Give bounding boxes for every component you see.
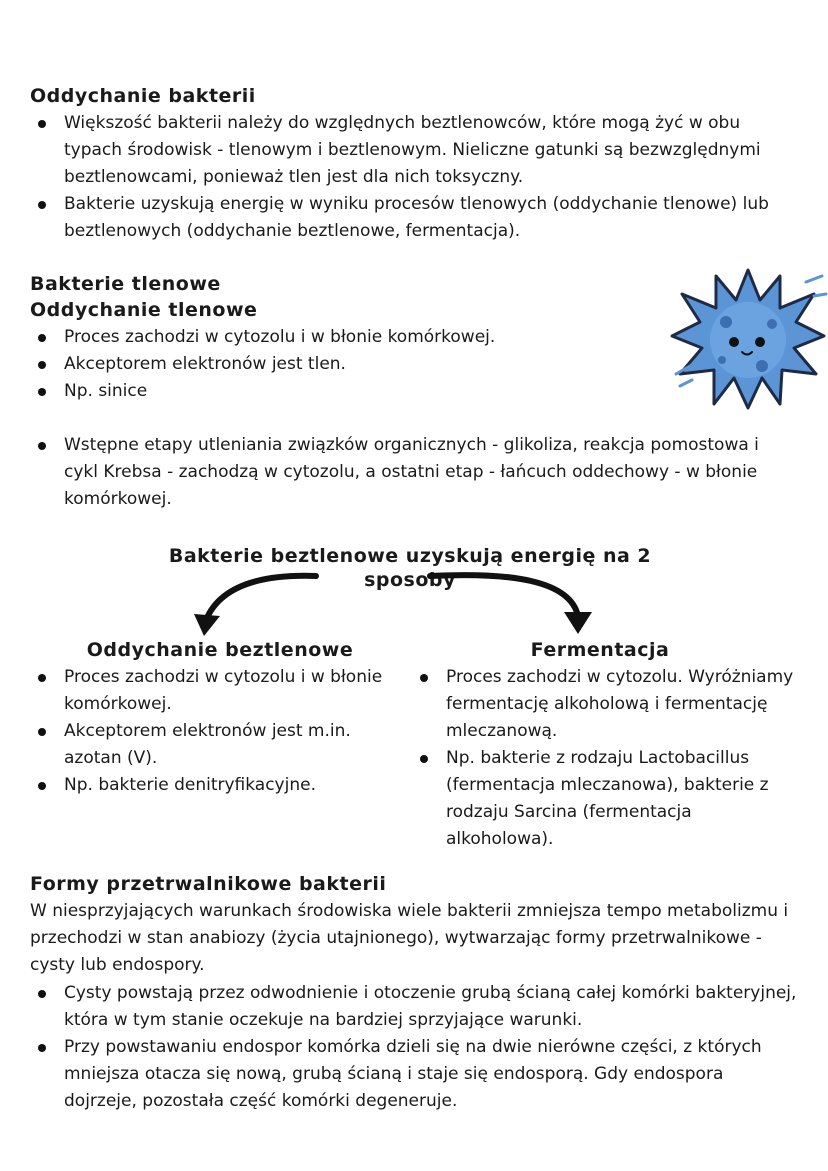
arrow-right-head [564, 612, 592, 634]
list-item: Proces zachodzi w cytozolu i w błonie komórkowej. [30, 664, 400, 718]
section-title-spore-forms: Formy przetrwalnikowe bakterii [30, 873, 387, 895]
bacterium-eye-left [729, 337, 739, 347]
bacterium-spot [756, 360, 768, 372]
list-item: Akceptorem elektronów jest m.in. azotan (V). [30, 718, 400, 772]
arrow-left-head [194, 614, 220, 636]
motion-line [806, 276, 822, 282]
arrow-right [430, 575, 578, 616]
list-item: Większość bakterii należy do względnych beztlenowców, które mogą żyć w obu typach środowisk - tlenowym i beztlenowym. Nieliczne gatunki są bezwzględnymi beztlenowcami, ponieważ tlen jest dla nich toksyczny. [30, 110, 800, 191]
bacterium-icon [668, 262, 828, 412]
section-subtitle-aerobic-respiration: Oddychanie tlenowe [30, 299, 258, 321]
bacterium-core [710, 302, 786, 378]
motion-line [814, 294, 826, 296]
anaerobic-heading: Bakterie beztlenowe uzyskują energię na 2 sposoby [168, 545, 652, 591]
bacterium-spot [767, 319, 777, 329]
branch-arrows [180, 566, 620, 642]
bacterium-eye-right [755, 337, 765, 347]
section-title-respiration: Oddychanie bakterii [30, 85, 256, 107]
section-title-aerobic: Bakterie tlenowe [30, 273, 221, 295]
anaerobic-respiration-list [30, 664, 400, 799]
anaerobic-respiration-title: Oddychanie beztlenowe [86, 639, 354, 661]
arrow-left [206, 576, 316, 620]
fermentation-list [412, 664, 802, 853]
section2-bullet-list [30, 324, 650, 405]
list-item: Cysty powstają przez odwodnienie i otoczenie grubą ścianą całej komórki bakteryjnej, która w tym stanie oczekuje na bardziej sprzyjające warunki. [30, 980, 800, 1034]
list-item: Proces zachodzi w cytozolu i w błonie komórkowej. [30, 324, 650, 351]
motion-line [680, 380, 692, 386]
section4-intro: W niesprzyjających warunkach środowiska wiele bakterii zmniejsza tempo metabolizmu i przechodzi w stan anabiozy (życia utajnionego), wytwarzając formy przetrwalnikowe - cysty lub endospory. [30, 901, 789, 975]
section1-bullet-list [30, 110, 800, 245]
list-item: Przy powstawaniu endospor komórka dzieli się na dwie nierówne części, z których mniejsza otacza się nową, grubą ścianą i staje się endosporą. Gdy endospora dojrzeje, pozostała część komórki degeneruje. [30, 1034, 800, 1115]
section4-bullet-list [30, 980, 800, 1115]
list-item: Np. bakterie z rodzaju Lactobacillus (fermentacja mleczanowa), bakterie z rodzaju Sarcina (fermentacja alkoholowa). [412, 745, 802, 853]
fermentation-title: Fermentacja [530, 639, 670, 661]
list-item: Np. bakterie denitryfikacyjne. [30, 772, 400, 799]
list-item: Np. sinice [30, 378, 650, 405]
list-item: Akceptorem elektronów jest tlen. [30, 351, 650, 378]
list-item: Bakterie uzyskują energię w wyniku procesów tlenowych (oddychanie tlenowe) lub beztlenowych (oddychanie beztlenowe, fermentacja). [30, 191, 800, 245]
bacterium-spot [718, 356, 726, 364]
list-item: Proces zachodzi w cytozolu. Wyróżniamy fermentację alkoholową i fermentację mleczanową. [412, 664, 802, 745]
section2-extra-list [30, 432, 790, 513]
list-item: Wstępne etapy utleniania związków organicznych - glikoliza, reakcja pomostowa i cykl Krebsa - zachodzą w cytozolu, a ostatni etap - łańcuch oddechowy - w błonie komórkowej. [30, 432, 790, 513]
bacterium-spot [720, 316, 732, 328]
